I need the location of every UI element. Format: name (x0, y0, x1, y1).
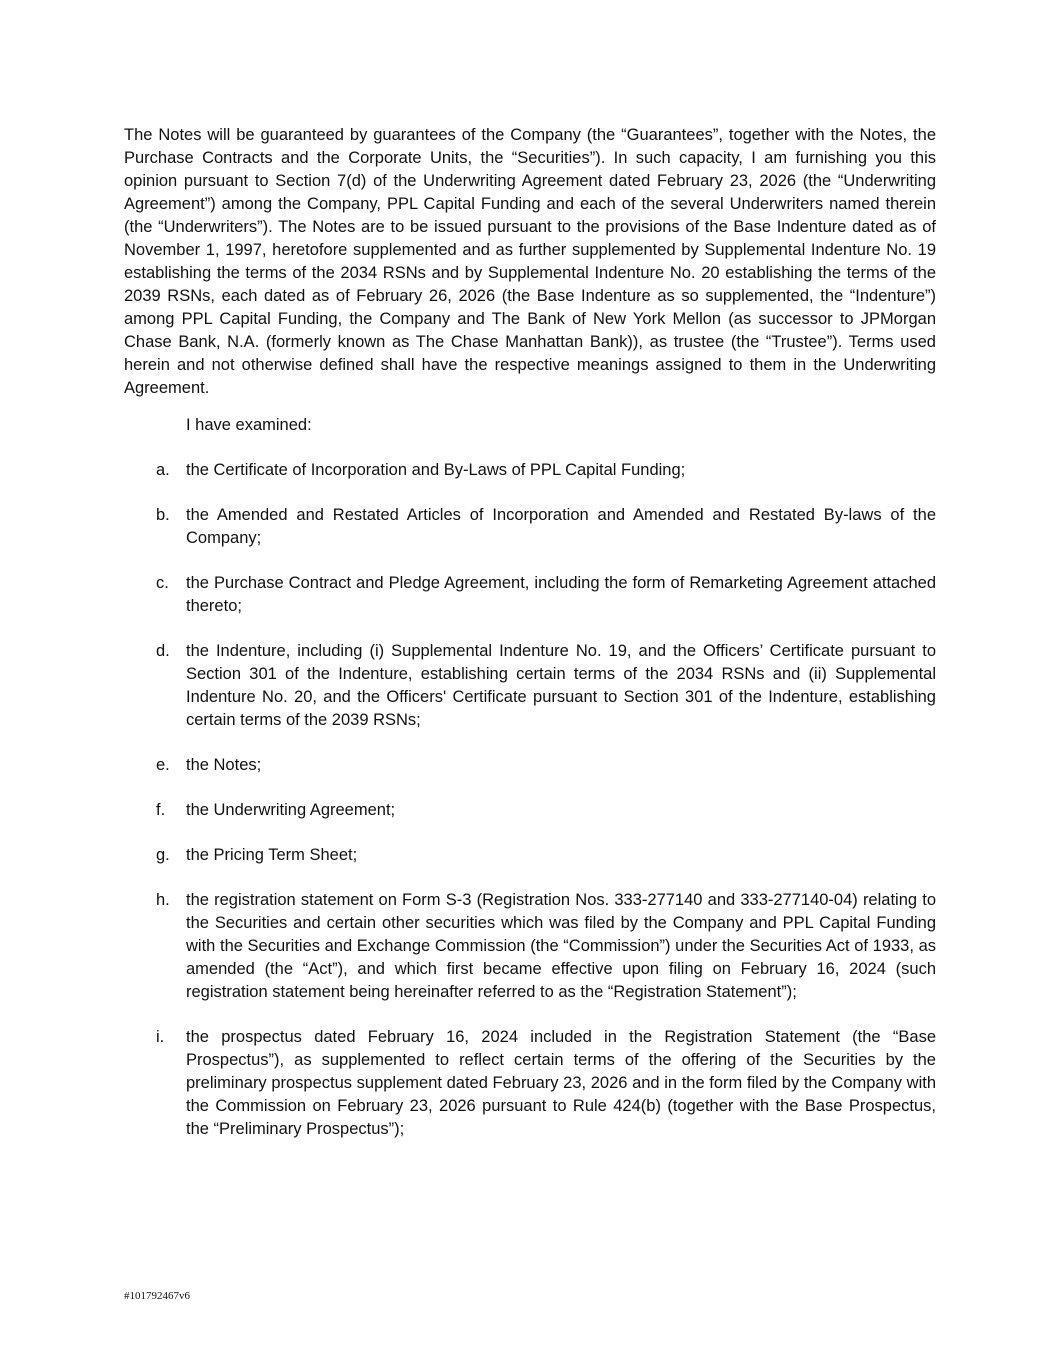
list-item (124, 799, 936, 822)
list-marker: e. (156, 756, 170, 774)
list-item-text: the Pricing Term Sheet; (186, 846, 358, 864)
list-item (124, 1026, 936, 1141)
list-marker: g. (156, 846, 170, 864)
list-item (124, 889, 936, 1004)
list-item-text: the Underwriting Agreement; (186, 801, 396, 819)
list-item-text: the Indenture, including (i) Supplemental Indenture No. 19, and the Officers’ Certificate pursuant to Section 301 of the Indenture, establishing certain terms of the 2034 RSNs and (ii) Supplemental Indenture No. 20, and the Officers' Certificate pursuant to Section 301 of the Indenture, establishing certain terms of the 2039 RSNs; (186, 642, 936, 729)
list-marker: c. (156, 574, 169, 592)
intro-paragraph: The Notes will be guaranteed by guarantees of the Company (the “Guarantees”, together with the Notes, the Purchase Contracts and the Corporate Units, the “Securities”). In such capacity, I am furnishing you this opinion pursuant to Section 7(d) of the Underwriting Agreement dated February 23, 2026 (the “Underwriting Agreement”) among the Company, PPL Capital Funding and each of the several Underwriters named therein (the “Underwriters”). The Notes are to be issued pursuant to the provisions of the Base Indenture dated as of November 1, 1997, heretofore supplemented and as further supplemented by Supplemental Indenture No. 19 establishing the terms of the 2034 RSNs and by Supplemental Indenture No. 20 establishing the terms of the 2039 RSNs, each dated as of February 26, 2026 (the Base Indenture as so supplemented, the “Indenture”) among PPL Capital Funding, the Company and The Bank of New York Mellon (as successor to JPMorgan Chase Bank, N.A. (formerly known as The Chase Manhattan Bank)), as trustee (the “Trustee”). Terms used herein and not otherwise defined shall have the respective meanings assigned to them in the Underwriting Agreement. (124, 126, 936, 397)
list-marker: b. (156, 506, 170, 524)
list-marker: i. (156, 1028, 165, 1046)
list-item-text: the registration statement on Form S-3 (Registration Nos. 333-277140 and 333-277140-04) relating to the Securities and certain other securities which was filed by the Company and PPL Capital Funding with the Securities and Exchange Commission (the “Commission”) under the Securities Act of 1933, as amended (the “Act”), and which first became effective upon filing on February 16, 2024 (such registration statement being hereinafter referred to as the “Registration Statement”); (186, 891, 936, 1001)
examined-documents-list (124, 459, 936, 1141)
document-page (124, 124, 936, 1163)
list-item (124, 459, 936, 482)
list-item-text: the Certificate of Incorporation and By-Laws of PPL Capital Funding; (186, 461, 686, 479)
list-item (124, 504, 936, 550)
examined-heading: I have examined: (186, 416, 312, 434)
list-marker: d. (156, 642, 170, 660)
list-item-text: the Notes; (186, 756, 262, 774)
list-marker: h. (156, 891, 170, 909)
list-item-text: the prospectus dated February 16, 2024 included in the Registration Statement (the “Base Prospectus”), as supplemented to reflect certain terms of the offering of the Securities by the preliminary prospectus supplement dated February 23, 2026 and in the form filed by the Company with the Commission on February 23, 2026 pursuant to Rule 424(b) (together with the Base Prospectus, the “Preliminary Prospectus”); (186, 1028, 936, 1138)
list-marker: f. (156, 801, 166, 819)
list-item (124, 572, 936, 618)
list-item-text: the Purchase Contract and Pledge Agreement, including the form of Remarketing Agreement attached thereto; (186, 574, 936, 615)
list-item (124, 754, 936, 777)
document-id-footer: #101792467v6 (124, 1290, 190, 1302)
list-item (124, 844, 936, 867)
list-item (124, 640, 936, 732)
list-item-text: the Amended and Restated Articles of Incorporation and Amended and Restated By-laws of the Company; (186, 506, 936, 547)
list-marker: a. (156, 461, 170, 479)
